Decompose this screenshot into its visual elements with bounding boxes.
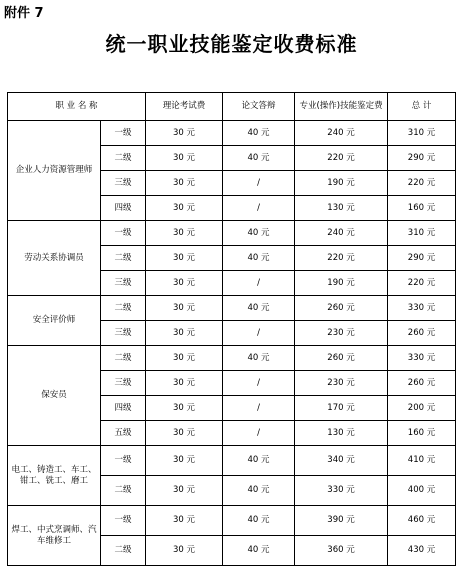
thesis-fee-cell: 40 元 (223, 246, 295, 271)
level-cell: 二级 (101, 146, 146, 171)
occupation-name-cell: 保安员 (8, 346, 101, 446)
theory-fee-cell: 30 元 (146, 246, 223, 271)
theory-fee-cell: 30 元 (146, 196, 223, 221)
level-cell: 三级 (101, 171, 146, 196)
level-cell: 一级 (101, 446, 146, 476)
skill-fee-cell: 230 元 (295, 371, 388, 396)
level-cell: 一级 (101, 221, 146, 246)
total-cell: 200 元 (388, 396, 456, 421)
occupation-name-cell: 焊工、中式烹调师、汽车维修工 (8, 506, 101, 566)
table-header-row (8, 93, 456, 121)
header-occupation: 职 业 名 称 (8, 93, 146, 121)
skill-fee-cell: 130 元 (295, 421, 388, 446)
thesis-fee-cell: 40 元 (223, 221, 295, 246)
total-cell: 260 元 (388, 321, 456, 346)
skill-fee-cell: 190 元 (295, 171, 388, 196)
table-row (8, 446, 456, 476)
level-cell: 二级 (101, 346, 146, 371)
level-cell: 二级 (101, 536, 146, 566)
thesis-fee-cell: 40 元 (223, 536, 295, 566)
table-row (8, 346, 456, 371)
level-cell: 二级 (101, 246, 146, 271)
level-cell: 一级 (101, 121, 146, 146)
theory-fee-cell: 30 元 (146, 371, 223, 396)
total-cell: 310 元 (388, 121, 456, 146)
theory-fee-cell: 30 元 (146, 446, 223, 476)
table-row (8, 506, 456, 536)
theory-fee-cell: 30 元 (146, 271, 223, 296)
total-cell: 220 元 (388, 171, 456, 196)
thesis-fee-cell: / (223, 196, 295, 221)
level-cell: 五级 (101, 421, 146, 446)
skill-fee-cell: 190 元 (295, 271, 388, 296)
total-cell: 260 元 (388, 371, 456, 396)
level-cell: 三级 (101, 321, 146, 346)
level-cell: 二级 (101, 296, 146, 321)
thesis-fee-cell: 40 元 (223, 476, 295, 506)
total-cell: 460 元 (388, 506, 456, 536)
skill-fee-cell: 390 元 (295, 506, 388, 536)
header-skill-fee: 专业(操作)技能鉴定费 (295, 93, 388, 121)
level-cell: 二级 (101, 476, 146, 506)
theory-fee-cell: 30 元 (146, 296, 223, 321)
table-row (8, 121, 456, 146)
total-cell: 430 元 (388, 536, 456, 566)
header-total: 总 计 (388, 93, 456, 121)
skill-fee-cell: 230 元 (295, 321, 388, 346)
skill-fee-cell: 220 元 (295, 146, 388, 171)
total-cell: 400 元 (388, 476, 456, 506)
fee-table (7, 92, 456, 566)
skill-fee-cell: 330 元 (295, 476, 388, 506)
total-cell: 410 元 (388, 446, 456, 476)
skill-fee-cell: 240 元 (295, 121, 388, 146)
total-cell: 310 元 (388, 221, 456, 246)
theory-fee-cell: 30 元 (146, 346, 223, 371)
total-cell: 330 元 (388, 346, 456, 371)
skill-fee-cell: 260 元 (295, 296, 388, 321)
theory-fee-cell: 30 元 (146, 221, 223, 246)
page-title: 统一职业技能鉴定收费标准 (105, 32, 358, 56)
theory-fee-cell: 30 元 (146, 321, 223, 346)
thesis-fee-cell: 40 元 (223, 506, 295, 536)
level-cell: 三级 (101, 271, 146, 296)
theory-fee-cell: 30 元 (146, 476, 223, 506)
thesis-fee-cell: 40 元 (223, 146, 295, 171)
level-cell: 四级 (101, 396, 146, 421)
occupation-name-cell: 安全评价师 (8, 296, 101, 346)
thesis-fee-cell: / (223, 396, 295, 421)
total-cell: 330 元 (388, 296, 456, 321)
table-row (8, 296, 456, 321)
theory-fee-cell: 30 元 (146, 421, 223, 446)
skill-fee-cell: 220 元 (295, 246, 388, 271)
theory-fee-cell: 30 元 (146, 506, 223, 536)
occupation-name-cell: 电工、铸造工、车工、钳工、铣工、磨工 (8, 446, 101, 506)
theory-fee-cell: 30 元 (146, 536, 223, 566)
table-row (8, 221, 456, 246)
total-cell: 160 元 (388, 196, 456, 221)
level-cell: 一级 (101, 506, 146, 536)
thesis-fee-cell: / (223, 321, 295, 346)
skill-fee-cell: 340 元 (295, 446, 388, 476)
attachment-label: 附件 7 (4, 6, 44, 21)
thesis-fee-cell: / (223, 371, 295, 396)
skill-fee-cell: 360 元 (295, 536, 388, 566)
thesis-fee-cell: / (223, 171, 295, 196)
thesis-fee-cell: / (223, 421, 295, 446)
skill-fee-cell: 130 元 (295, 196, 388, 221)
skill-fee-cell: 170 元 (295, 396, 388, 421)
total-cell: 220 元 (388, 271, 456, 296)
occupation-name-cell: 企业人力资源管理师 (8, 121, 101, 221)
skill-fee-cell: 240 元 (295, 221, 388, 246)
thesis-fee-cell: 40 元 (223, 346, 295, 371)
thesis-fee-cell: / (223, 271, 295, 296)
theory-fee-cell: 30 元 (146, 146, 223, 171)
occupation-name-cell: 劳动关系协调员 (8, 221, 101, 296)
total-cell: 290 元 (388, 246, 456, 271)
thesis-fee-cell: 40 元 (223, 446, 295, 476)
header-thesis-defense: 论文答辩 (223, 93, 295, 121)
theory-fee-cell: 30 元 (146, 171, 223, 196)
table-body (8, 121, 456, 566)
header-theory-fee: 理论考试费 (146, 93, 223, 121)
skill-fee-cell: 260 元 (295, 346, 388, 371)
thesis-fee-cell: 40 元 (223, 121, 295, 146)
total-cell: 160 元 (388, 421, 456, 446)
level-cell: 三级 (101, 371, 146, 396)
thesis-fee-cell: 40 元 (223, 296, 295, 321)
total-cell: 290 元 (388, 146, 456, 171)
level-cell: 四级 (101, 196, 146, 221)
theory-fee-cell: 30 元 (146, 121, 223, 146)
theory-fee-cell: 30 元 (146, 396, 223, 421)
